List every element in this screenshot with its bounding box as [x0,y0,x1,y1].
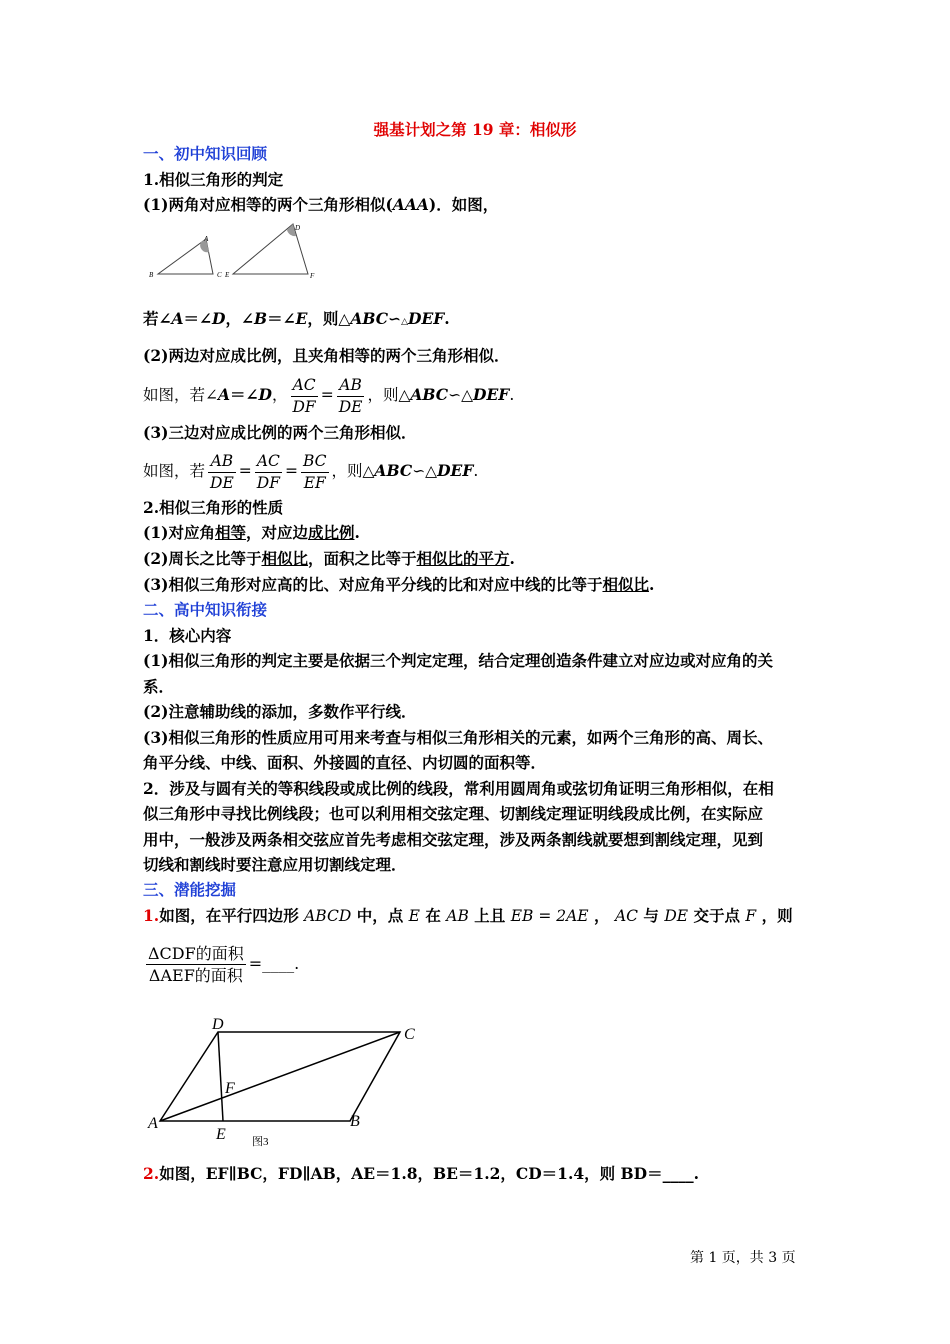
section-heading-2: 二、高中知识衔接 [143,600,268,619]
question-1-ratio: $\frac{\text{ΔCDF的面积}}{\text{ΔAEF的面积}}$ =____. [148,944,300,985]
triangles-figure [143,222,333,284]
sas-criterion: (2)两边对应成比例，且夹角相等的两个三角形相似． [143,346,510,365]
section-heading-1: 一、初中知识回顾 [143,144,268,163]
core-line: 似三角形中寻找比例线段；也可以利用相交弦定理、切割线定理证明线段成比例，在实际应 [143,804,764,823]
page-title: 强基计划之第 19 章：相似形 [373,120,577,139]
fig3-label-a: A [148,1115,158,1132]
core-line: 系． [143,677,175,696]
fig3-caption: 图3 [252,1136,269,1148]
property-3: (3)相似三角形对应高的比、对应角平分线的比和对应中线的比等于相似比. [143,575,655,594]
core-line: (3)相似三角形的性质应用可用来考查与相似三角形相关的元素，如两个三角形的高、周长、 [143,728,773,747]
fig3-label-c: C [404,1026,415,1043]
fig-label-e: E [225,271,230,279]
core-line: 用中，一般涉及两条相交弦应首先考虑相交弦定理，涉及两条割线就要想到割线定理，见到 [143,830,764,849]
fig3-label-b: B [350,1113,360,1130]
core-line: 切线和割线时要注意应用切割线定理． [143,855,407,874]
fig3-label-f: F [225,1080,235,1097]
subheading-similar-criteria: 1.相似三角形的判定 [143,170,284,189]
fig-label-a: A [204,235,209,243]
core-line: (1)相似三角形的判定主要是依据三个判定定理，结合定理创造条件建立对应边或对应角的关 [143,651,773,670]
fig3-label-e: E [216,1126,226,1143]
aaa-condition: 若∠A＝∠D，∠B＝∠E，则△ABC∽△DEF. [143,309,450,328]
core-line: (2)注意辅助线的添加，多数作平行线． [143,702,417,721]
fig-label-b: B [149,271,154,279]
question-1-text: 1.如图，在平行四边形 ABCD 中，点 E 在 AB 上且 EB = 2AE ， AC 与 DE 交于点 F ，则 [143,906,793,925]
fig-label-c: C [217,271,222,279]
sss-criterion: (3)三边对应成比例的两个三角形相似． [143,423,417,442]
core-line: 角平分线、中线、面积、外接圆的直径、内切圆的面积等． [143,753,547,772]
core-content-title: 1．核心内容 [143,626,232,645]
subheading-similar-properties: 2.相似三角形的性质 [143,498,284,517]
sss-condition: 如图，若 $\frac{AB}{DE}$ = $\frac{AC}{DF}$ = $\frac{BC}{EF}$ ，则△ABC∽△DEF. [143,451,479,492]
property-1: (1)对应角相等，对应边成比例. [143,523,360,542]
property-2: (2)周长之比等于相似比，面积之比等于相似比的平方. [143,549,515,568]
aaa-criterion: (1)两角对应相等的两个三角形相似(AAA)．如图， [143,195,499,214]
section-heading-3: 三、潜能挖掘 [143,880,237,899]
fig-label-f: F [310,272,315,280]
parallelogram-figure [143,1012,433,1150]
core-line: 2．涉及与圆有关的等积线段或成比例的线段，常利用圆周角或弦切角证明三角形相似，在相 [143,779,774,798]
fig-label-d: D [295,224,301,232]
sas-condition: 如图，若∠A＝∠D， $\frac{AC}{DF}$ = $\frac{AB}{DE}$ ，则△ABC∽△DEF. [143,375,515,416]
page-footer: 第 1 页，共 3 页 [690,1250,796,1266]
fig3-label-d: D [212,1016,224,1033]
question-2-text: 2.如图，EF∥BC，FD∥AB，AE＝1.8，BE＝1.2，CD＝1.4，则 BD＝____. [143,1164,699,1183]
